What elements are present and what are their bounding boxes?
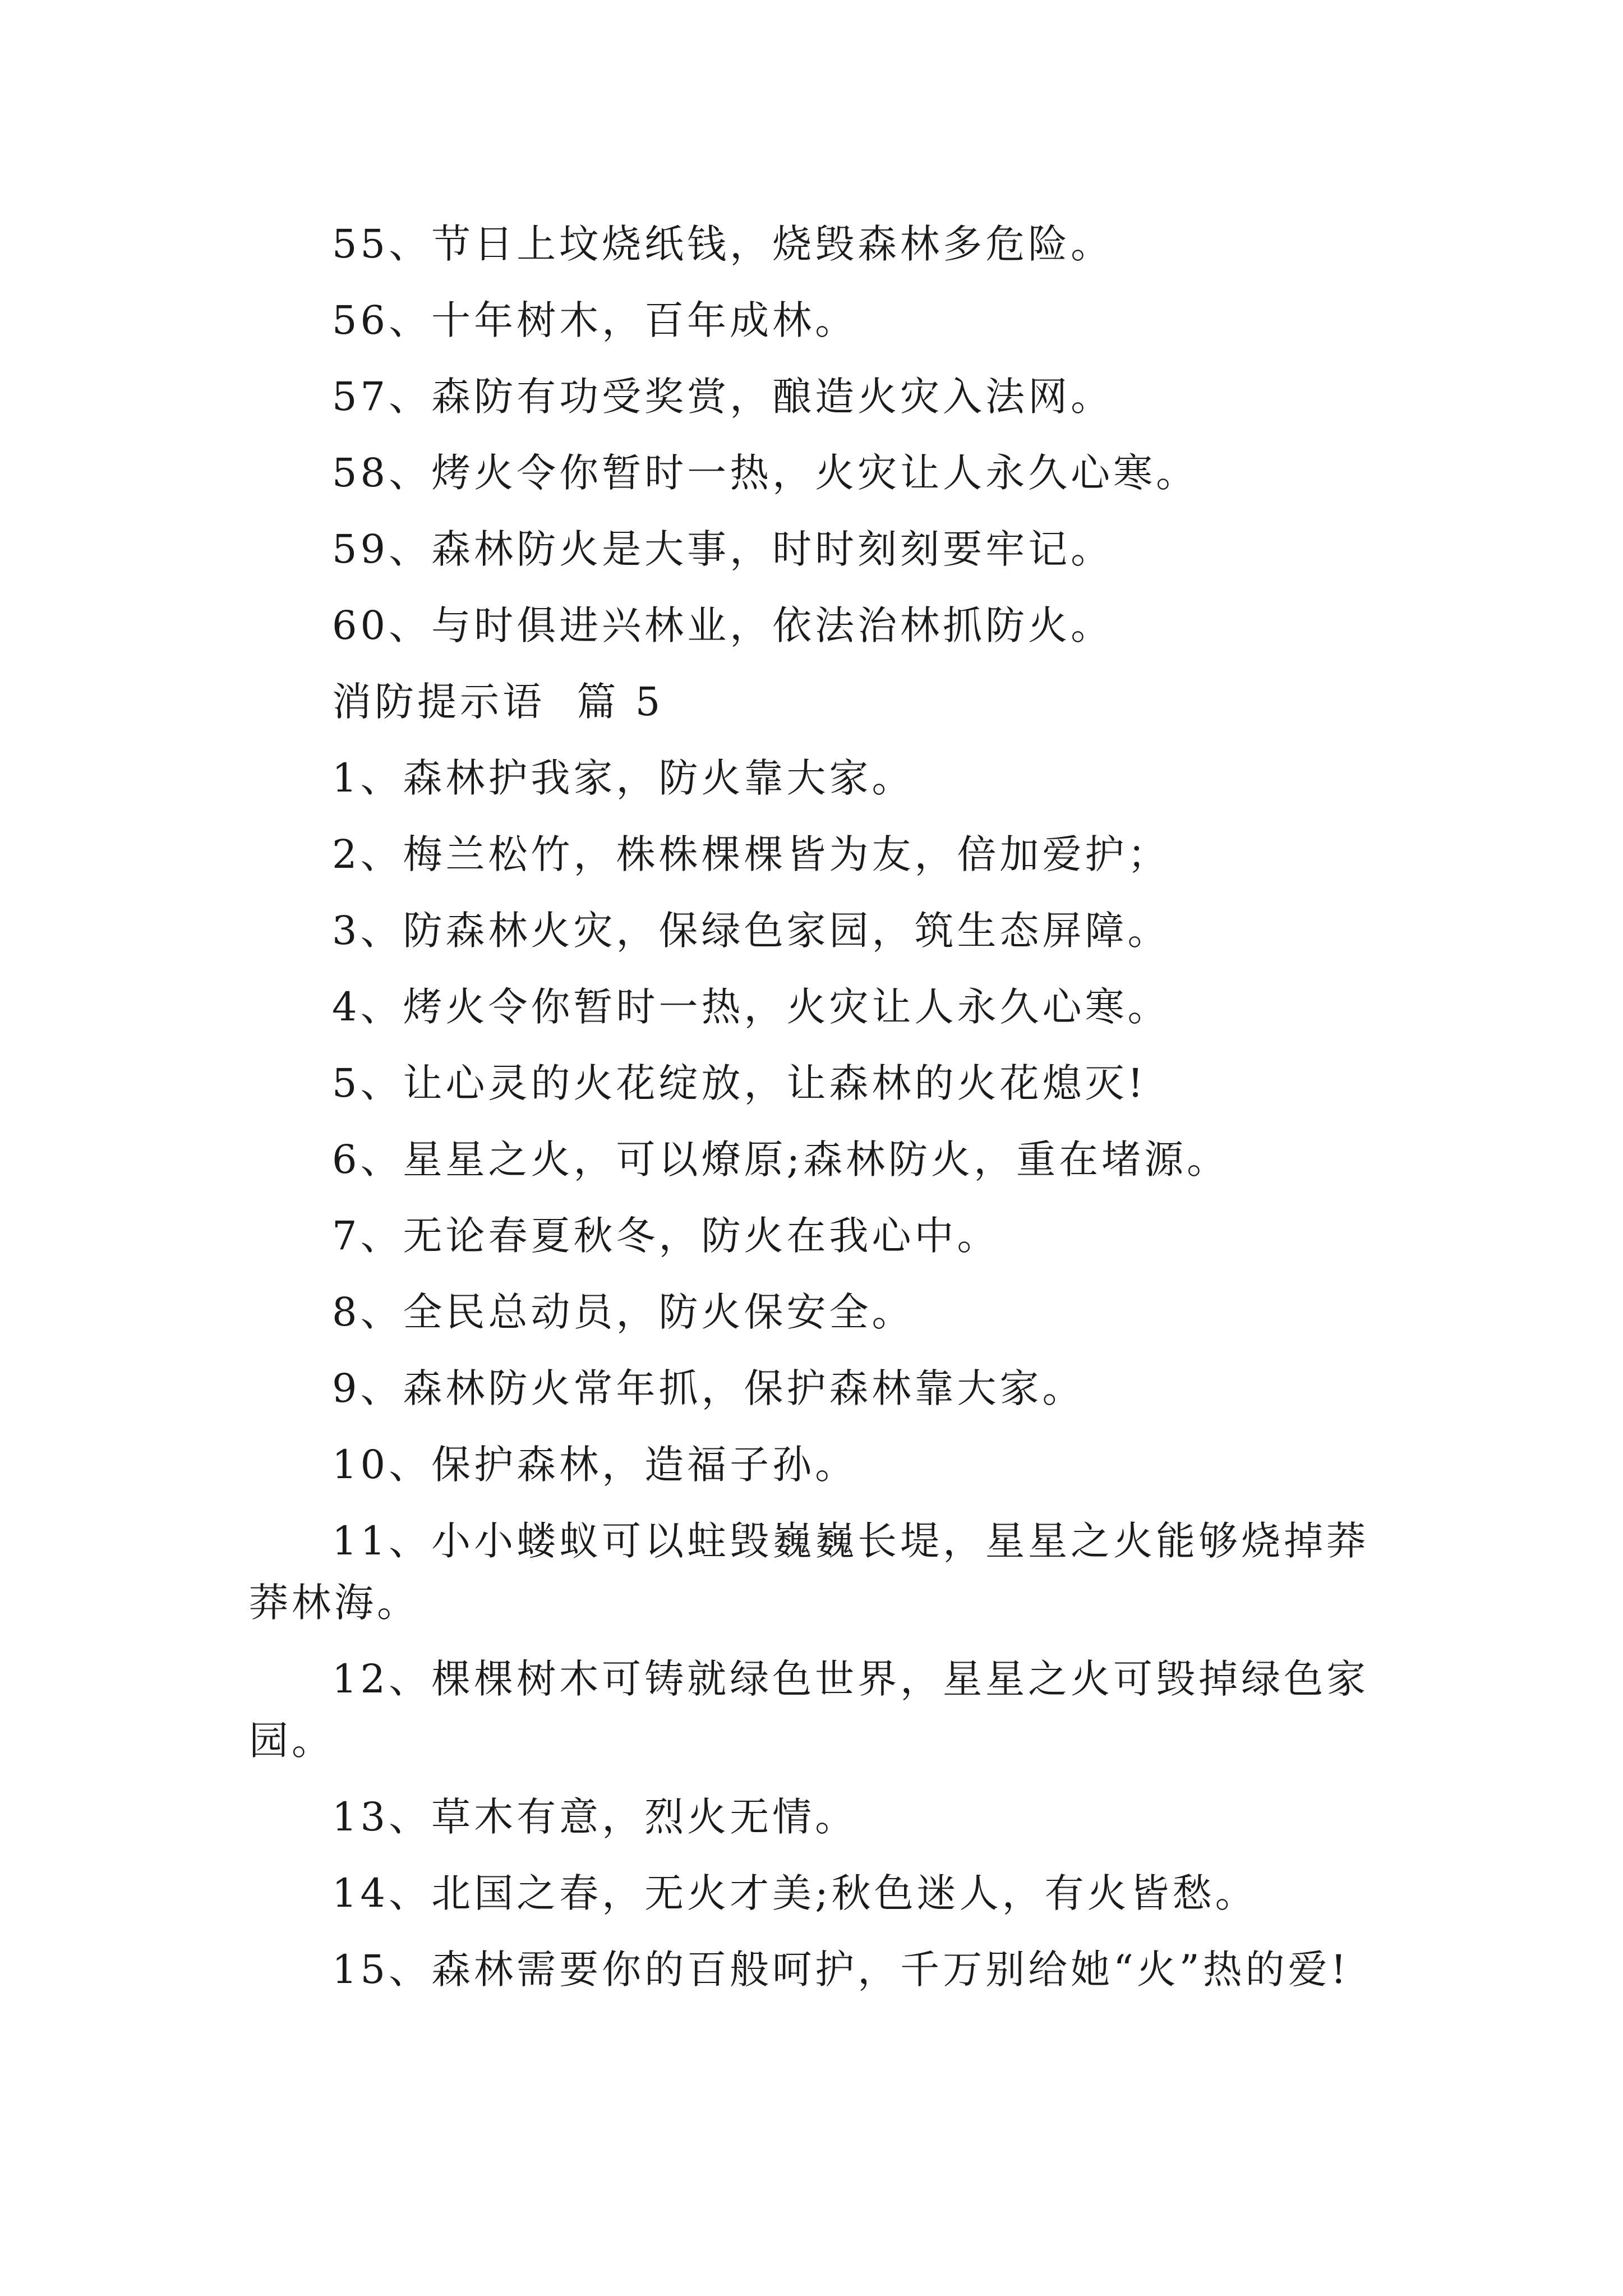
list-item-9: 9、森林防火常年抓，保护森林靠大家。 <box>332 1365 1085 1411</box>
section-heading: 消防提示语 篇 5 <box>332 679 664 725</box>
list-item-11-line1: 11、小小蝼蚁可以蛀毁巍巍长堤，星星之火能够烧掉莽 <box>332 1518 1370 1564</box>
document-body <box>249 213 1380 2015</box>
list-item-11 <box>249 1510 1380 1634</box>
list-item-58: 58、烤火令你暂时一热，火灾让人永久心寒。 <box>332 450 1199 496</box>
list-item-59: 59、森林防火是大事，时时刻刻要牢记。 <box>332 526 1114 572</box>
list-item-60: 60、与时俱进兴林业，依法治林抓防火。 <box>332 602 1114 648</box>
list-item-12 <box>249 1648 1380 1772</box>
list-item-15: 15、森林需要你的百般呵护，千万别给她“火”热的爱! <box>332 1947 1350 1993</box>
list-item-56: 56、十年树木，百年成林。 <box>332 297 858 343</box>
list-item-6: 6、星星之火，可以燎原;森林防火，重在堵源。 <box>332 1137 1230 1182</box>
list-item-4: 4、烤火令你暂时一热，火灾让人永久心寒。 <box>332 984 1170 1030</box>
list-item-12-line2: 园。 <box>249 1718 334 1764</box>
list-item-11-line2: 莽林海。 <box>249 1580 419 1626</box>
list-item-14: 14、北国之春，无火才美;秋色迷人，有火皆愁。 <box>332 1870 1258 1916</box>
list-item-3: 3、防森林火灾，保绿色家园，筑生态屏障。 <box>332 908 1170 954</box>
list-item-8: 8、全民总动员，防火保安全。 <box>332 1289 915 1335</box>
list-item-55: 55、节日上坟烧纸钱，烧毁森林多危险。 <box>332 221 1114 267</box>
list-item-10: 10、保护森林，造福子孙。 <box>332 1442 858 1488</box>
list-item-5: 5、让心灵的火花绽放，让森林的火花熄灭! <box>332 1060 1147 1106</box>
list-item-2: 2、梅兰松竹，株株棵棵皆为友，倍加爱护； <box>332 831 1170 877</box>
list-item-7: 7、无论春夏秋冬，防火在我心中。 <box>332 1213 1000 1259</box>
list-item-13: 13、草木有意，烈火无情。 <box>332 1794 858 1840</box>
list-item-57: 57、森防有功受奖赏，酿造火灾入法网。 <box>332 374 1114 420</box>
list-item-1: 1、森林护我家，防火靠大家。 <box>332 755 915 801</box>
list-item-12-line1: 12、棵棵树木可铸就绿色世界，星星之火可毁掉绿色家 <box>332 1656 1370 1702</box>
